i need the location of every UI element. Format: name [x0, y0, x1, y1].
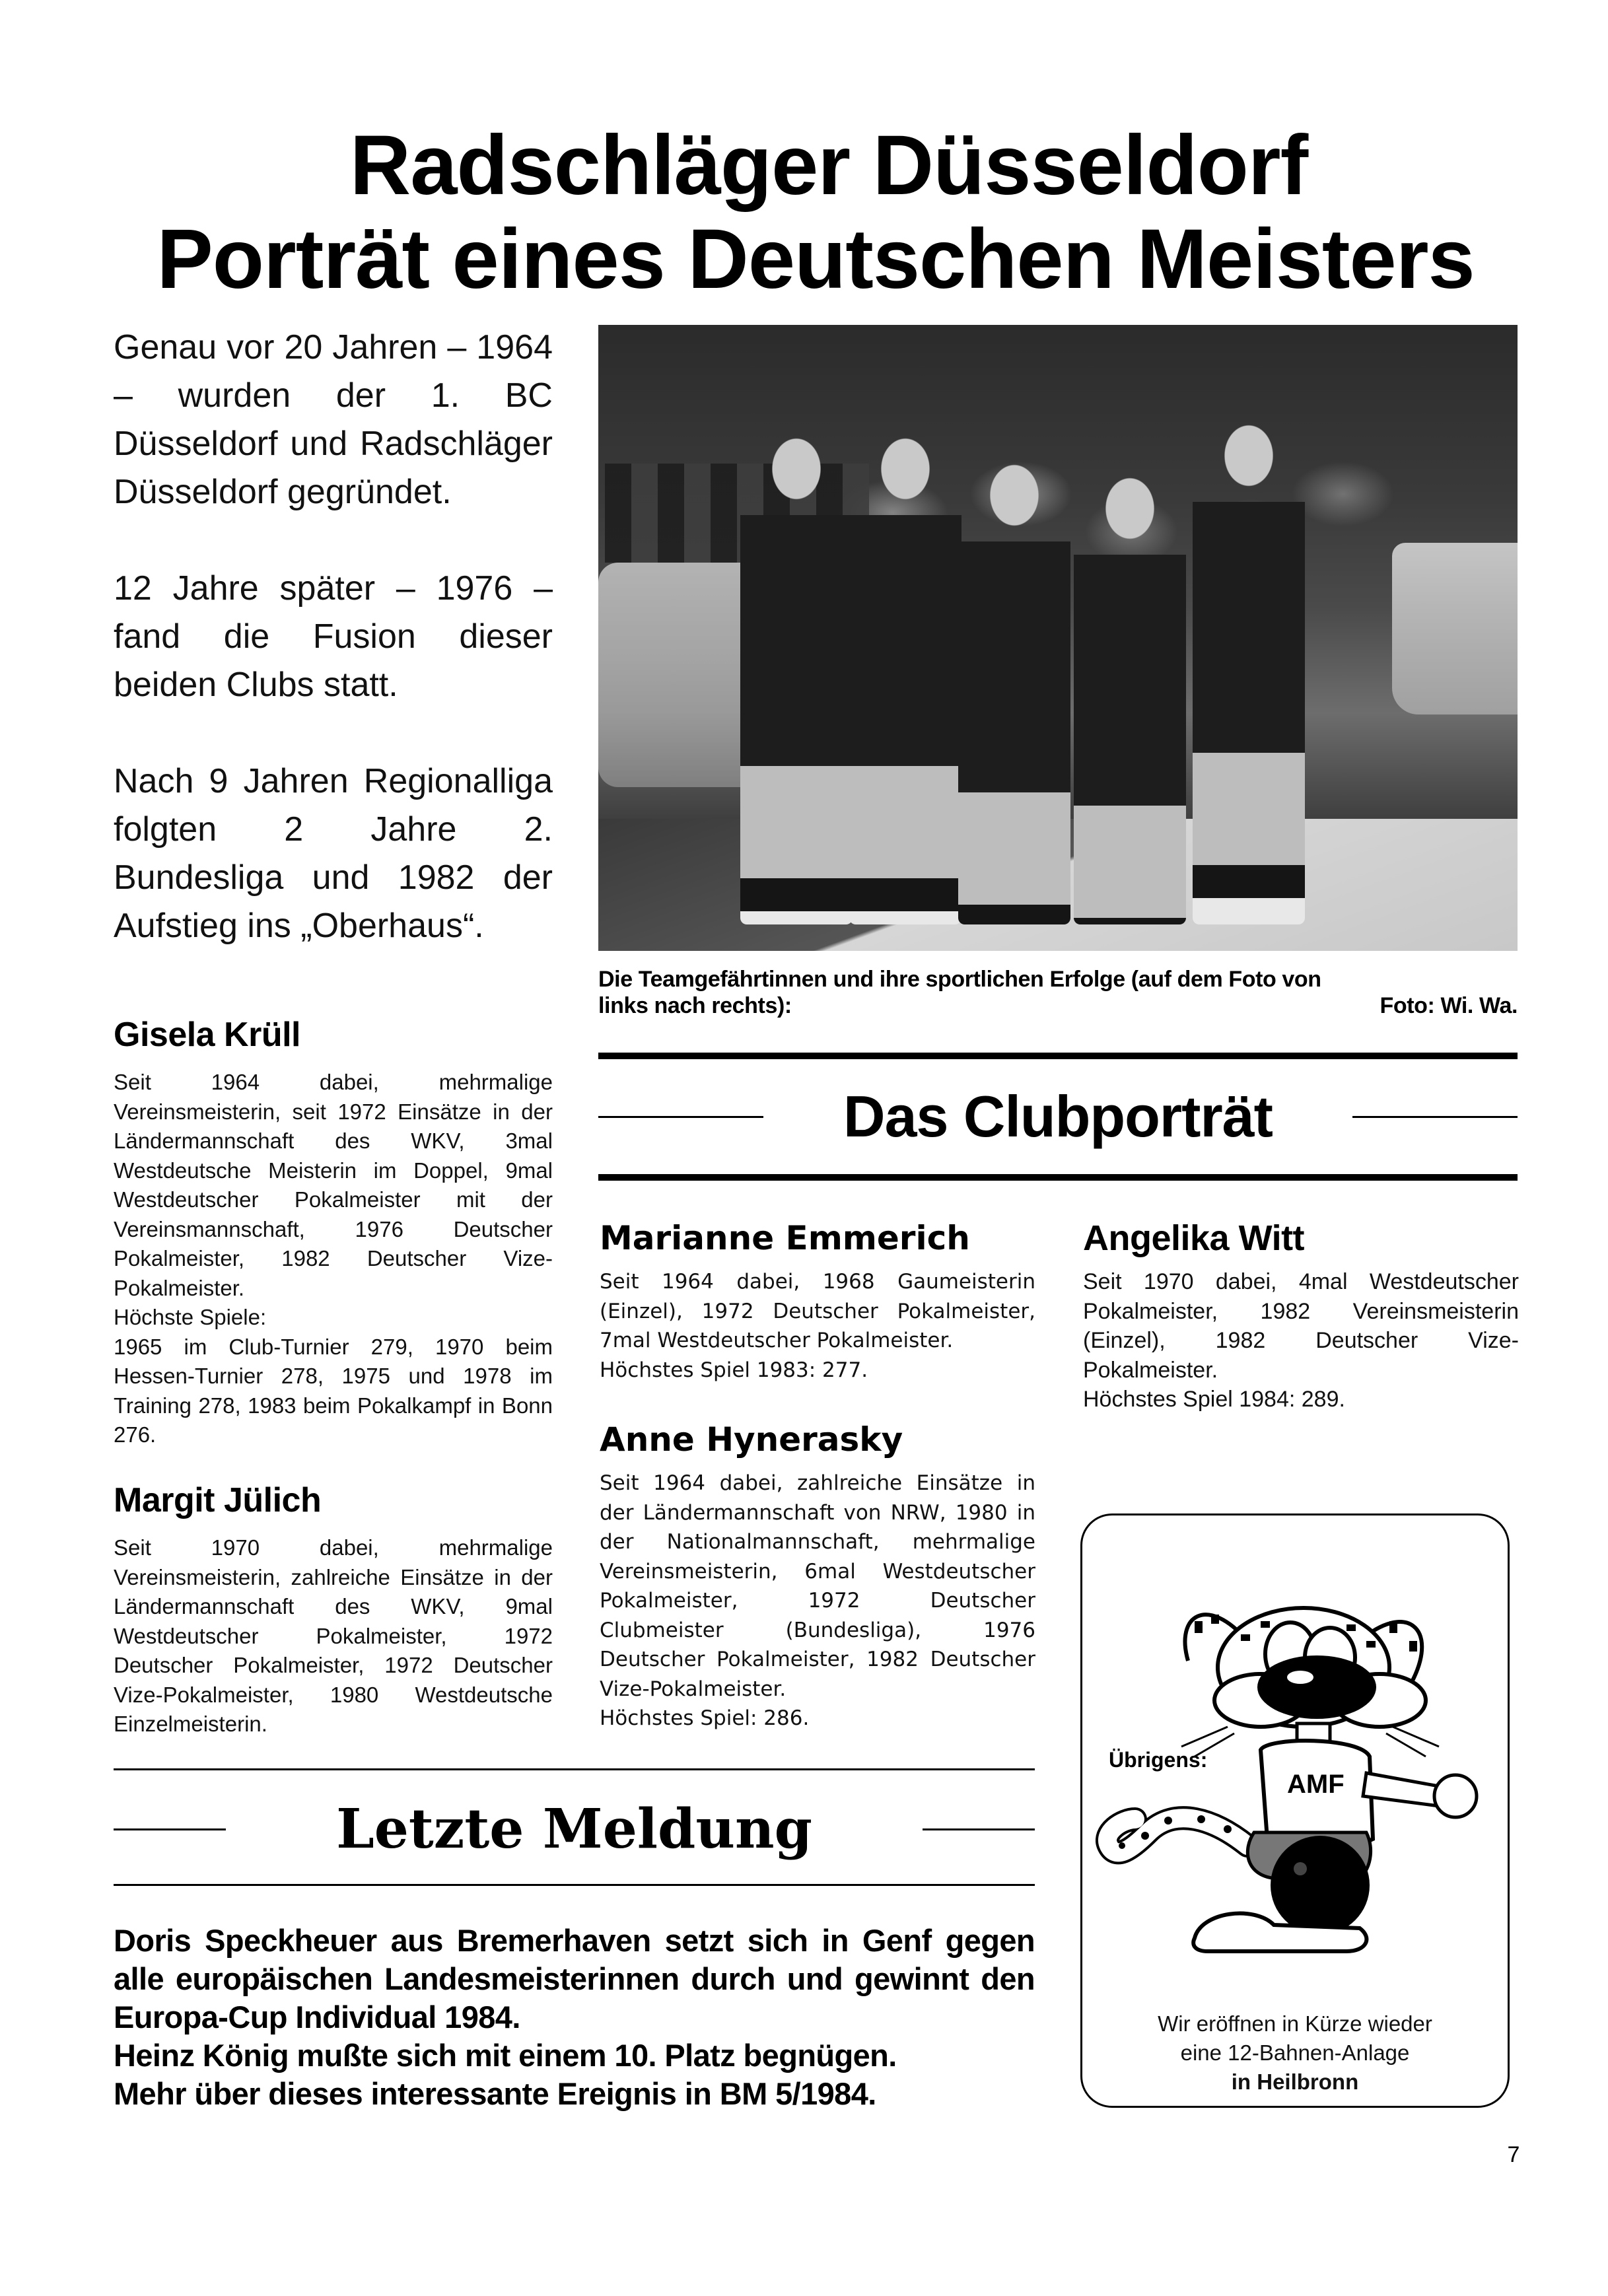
- player-bio: Seit 1970 dabei, mehrmalige Vereinsmeisterin, zahlreiche Einsätze in der Ländermannschaft des WKV, 9mal Westdeutscher Pokalmeister, 1972 Deutscher Pokalmeister, 1972 Deutscher Vize-Pokalmeister, 1980 Westdeutsche Einzelmeisterin.: [114, 1535, 553, 1736]
- photo-player: [958, 449, 1070, 924]
- ad-line-2: eine 12-Bahnen-Anlage: [1180, 2040, 1410, 2065]
- player-bio-text: Seit 1964 dabei, 1968 Gaumeisterin (Einzel), 1972 Deutscher Pokalmeister, 7mal Westdeutscher Pokalmeister.: [600, 1270, 1035, 1352]
- photo-ball-return: [1392, 543, 1518, 714]
- photo-caption: [598, 966, 1518, 1019]
- player-bio: [114, 1068, 553, 1450]
- news-line: Doris Speckheuer aus Bremerhaven setzt sich in Genf gegen alle europäischen Landesmeisterinnen durch und gewinnt den Europa-Cup Individual 1984.: [114, 1923, 1035, 2035]
- section-title: Das Clubporträt: [843, 1084, 1273, 1149]
- team-photo: [598, 325, 1518, 951]
- news-line: Mehr über dieses interessante Ereignis in BM 5/1984.: [114, 2076, 876, 2111]
- news-rule-top: [114, 1768, 1035, 1770]
- news-rule-bottom: [114, 1884, 1035, 1886]
- photo-player: [1193, 409, 1305, 924]
- ad-text: [1082, 2009, 1508, 2097]
- title-dash-left: [598, 1116, 763, 1118]
- player-highscore: Höchstes Spiel: 286.: [600, 1706, 810, 1730]
- player-highscore: 1965 im Club-Turnier 279, 1970 beim Hessen-Turnier 278, 1975 und 1978 im Training 278, 1983 beim Pokalkampf in Bonn 276.: [114, 1334, 553, 1447]
- player-bio-text: Seit 1964 dabei, zahlreiche Einsätze in der Ländermannschaft von NRW, 1980 in der Nationalmannschaft, mehrmalige Vereinsmeisterin, 6mal Westdeutscher Pokalmeister, 1972 Deutscher Clubmeister (Bundesliga), 1976 Deutscher Pokalmeister, 1982 Deutscher Vize-Pokalmeister.: [600, 1471, 1035, 1701]
- player-profile: [114, 1479, 553, 1739]
- clubportrait-header: [598, 1080, 1518, 1153]
- title-dash-right: [923, 1828, 1035, 1830]
- photo-player: [849, 423, 961, 924]
- player-name: Anne Hynerasky: [600, 1420, 903, 1459]
- player-highscore-label: Höchste Spiele:: [114, 1305, 267, 1329]
- player-highscore: Höchstes Spiel 1983: 277.: [600, 1358, 868, 1382]
- player-highscore: Höchstes Spiel 1984: 289.: [1083, 1387, 1345, 1412]
- player-profile: [114, 1014, 553, 1450]
- caption-line-2: links nach rechts):: [598, 993, 792, 1018]
- intro-column: [114, 324, 553, 950]
- section-rule-top: [598, 1053, 1518, 1059]
- player-bio: [600, 1469, 1035, 1733]
- headline-line-2: Porträt eines Deutschen Meisters: [157, 212, 1475, 306]
- caption-line-1: Die Teamgefährtinnen und ihre sportlichen Erfolge (auf dem Foto von: [598, 967, 1321, 992]
- player-name: Angelika Witt: [1083, 1218, 1305, 1258]
- page-headline: [106, 119, 1525, 306]
- news-body: [114, 1922, 1035, 2113]
- news-header: [114, 1790, 1035, 1869]
- player-name: Marianne Emmerich: [600, 1219, 970, 1257]
- player-bio-text: Seit 1964 dabei, mehrmalige Vereinsmeisterin, seit 1972 Einsätze in der Ländermannschaft des WKV, 3mal Westdeutsche Meisterin im Doppel, 9mal Westdeutscher Pokalmeister mit der Vereinsmannschaft, 1976 Deutscher Pokalmeister, 1982 Deutscher Vize-Pokalmeister.: [114, 1070, 553, 1300]
- intro-paragraph: Nach 9 Jahren Regionalliga folgten 2 Jahre 2. Bundesliga und 1982 der Aufstieg ins „Oberhaus“.: [114, 762, 553, 945]
- intro-paragraph: 12 Jahre später – 1976 – fand die Fusion dieser beiden Clubs statt.: [114, 569, 553, 704]
- player-bio-text: Seit 1970 dabei, 4mal Westdeutscher Pokalmeister, 1982 Vereinsmeisterin (Einzel), 1982 Deutscher Vize-Pokalmeister.: [1083, 1269, 1519, 1383]
- ad-line-3: in Heilbronn: [1231, 2070, 1359, 2094]
- title-dash-left: [114, 1828, 226, 1830]
- page-number: 7: [1507, 2142, 1520, 2167]
- svg-text:AMF: AMF: [1287, 1770, 1345, 1799]
- photo-player: [740, 423, 853, 924]
- player-name: Margit Jülich: [114, 1481, 322, 1519]
- advertisement-box: [1080, 1513, 1510, 2108]
- ad-line-1: Wir eröffnen in Kürze wieder: [1158, 2011, 1432, 2036]
- news-line: Heinz König mußte sich mit einem 10. Platz begnügen.: [114, 2038, 897, 2073]
- player-name: Gisela Krüll: [114, 1016, 300, 1054]
- headline-line-1: Radschläger Düsseldorf: [349, 118, 1308, 213]
- player-profile: [600, 1420, 1035, 1733]
- intro-paragraph: Genau vor 20 Jahren – 1964 – wurden der 1. BC Düsseldorf und Radschläger Düsseldorf gegründet.: [114, 328, 553, 511]
- title-dash-right: [1352, 1116, 1518, 1118]
- photo-credit: Foto: Wi. Wa.: [1380, 993, 1518, 1018]
- news-title: Letzte Meldung: [336, 1797, 812, 1861]
- player-bio: [1083, 1267, 1519, 1414]
- ad-aside-label: Übrigens:: [1109, 1748, 1208, 1772]
- photo-player: [1074, 462, 1186, 924]
- player-profile: [1083, 1218, 1519, 1414]
- player-bio: [600, 1267, 1035, 1385]
- section-rule-bottom: [598, 1174, 1518, 1181]
- player-profile: [600, 1218, 1035, 1385]
